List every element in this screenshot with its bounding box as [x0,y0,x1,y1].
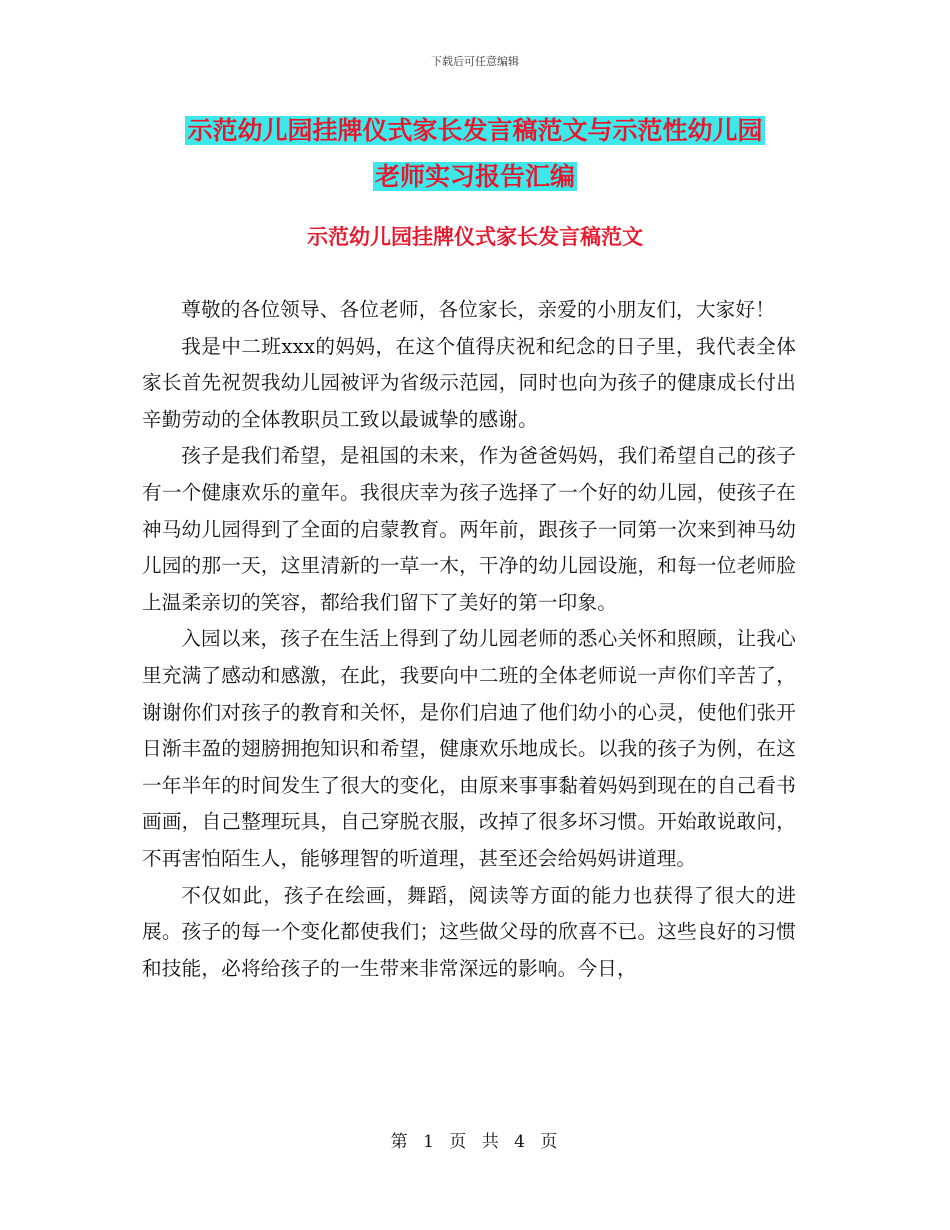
body-text [142,292,796,987]
paragraph: 孩子是我们希望，是祖国的未来，作为爸爸妈妈，我们希望自己的孩子有一个健康欢乐的童年。我很庆幸为孩子选择了一个好的幼儿园，使孩子在神马幼儿园得到了全面的启蒙教育。两年前，跟孩子一同第一次来到神马幼儿园的那一天，这里清新的一草一木，干净的幼儿园设施，和每一位老师脸上温柔亲切的笑容，都给我们留下了美好的第一印象。 [142,444,796,614]
title-line-1: 示范幼儿园挂牌仪式家长发言稿范文与示范性幼儿园 [187,116,763,145]
title-line-2: 老师实习报告汇编 [374,162,575,191]
paragraph: 我是中二班xxx的妈妈，在这个值得庆祝和纪念的日子里，我代表全体家长首先祝贺我幼儿园被评为省级示范园，同时也向为孩子的健康成长付出辛勤劳动的全体教职员工致以最诚挚的感谢。 [142,334,796,431]
document-title [140,108,810,200]
header-note: 下载后可任意编辑 [431,55,519,68]
section-title: 示范幼儿园挂牌仪式家长发言稿范文 [307,225,643,249]
paragraph: 入园以来，孩子在生活上得到了幼儿园老师的悉心关怀和照顾，让我心里充满了感动和感激，在此，我要向中二班的全体老师说一声你们辛苦了，谢谢你们对孩子的教育和关怀，是你们启迪了他们幼小的心灵，使他们张开日渐丰盈的翅膀拥抱知识和希望，健康欢乐地成长。以我的孩子为例，在这一年半年的时间发生了很大的变化，由原来事事黏着妈妈到现在的自己看书画画，自己整理玩具，自己穿脱衣服，改掉了很多坏习惯。开始敢说敢问，不再害怕陌生人，能够理智的听道理，甚至还会给妈妈讲道理。 [142,627,796,870]
page-footer: 第 1 页 共 4 页 [390,1132,560,1152]
paragraph: 不仅如此，孩子在绘画，舞蹈，阅读等方面的能力也获得了很大的进展。孩子的每一个变化都使我们；这些做父母的欣喜不已。这些良好的习惯和技能，必将给孩子的一生带来非常深远的影响。今日， [142,883,796,980]
paragraph: 尊敬的各位领导、各位老师，各位家长，亲爱的小朋友们，大家好！ [181,298,775,321]
